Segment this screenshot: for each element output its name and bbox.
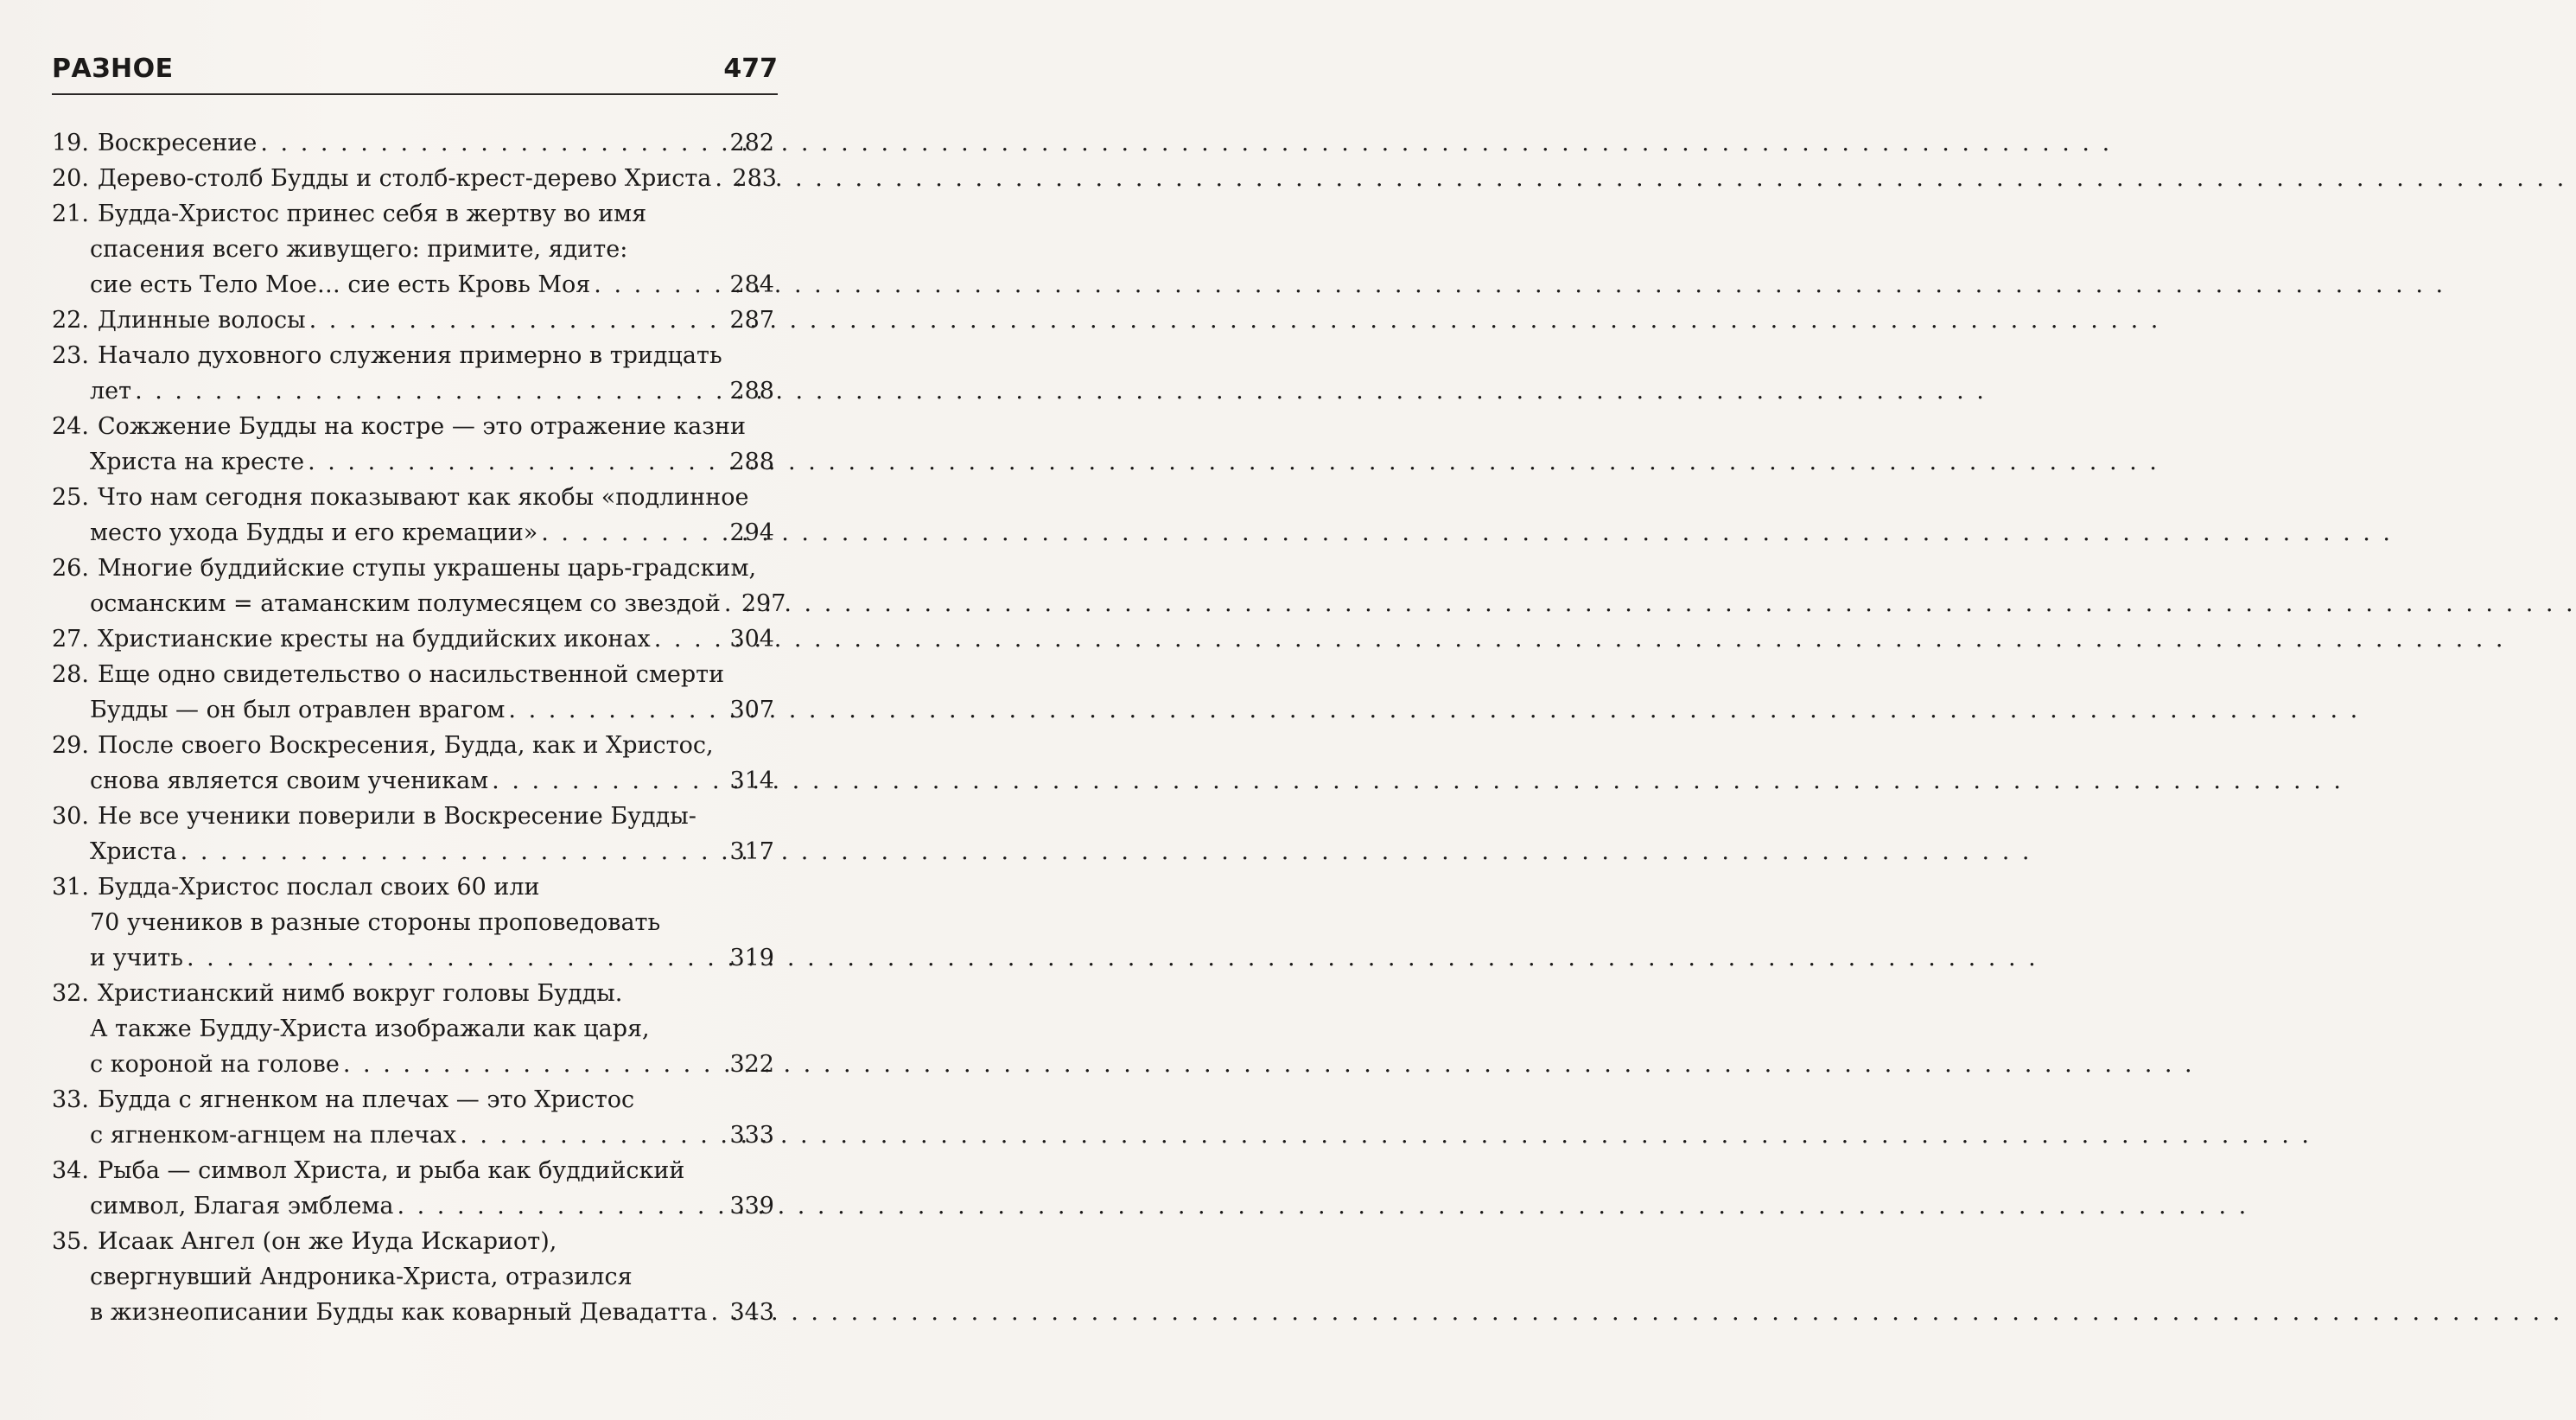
toc-entry-line bbox=[52, 125, 774, 161]
toc-entry-line bbox=[52, 976, 774, 1011]
toc-entry bbox=[52, 728, 774, 799]
page-number: 477 bbox=[723, 54, 778, 84]
toc-entry bbox=[52, 161, 777, 196]
toc-entry bbox=[52, 480, 774, 551]
dot-leader bbox=[508, 692, 724, 728]
toc-entry-title: символ, Благая эмблема bbox=[90, 1193, 394, 1219]
toc-entry-line bbox=[52, 728, 774, 763]
toc-entry-title: Будды — он был отравлен врагом bbox=[90, 697, 506, 723]
toc-entry-title: с ягненком-агнцем на плечах bbox=[90, 1122, 457, 1149]
toc-entry-line bbox=[52, 1224, 774, 1259]
dot-leader bbox=[187, 940, 725, 976]
toc-entry-title: Христа на кресте bbox=[90, 449, 305, 475]
toc-entry-line bbox=[52, 940, 774, 976]
toc-entry-title: 70 учеников в разные стороны проповедовать bbox=[90, 909, 661, 936]
toc-entry-title: Будда-Христос принес себя в жертву во имя bbox=[97, 201, 647, 227]
toc-entry-title: лет bbox=[90, 378, 132, 404]
toc-entry-line bbox=[52, 551, 774, 586]
toc-entry-page: 307 bbox=[729, 697, 774, 723]
toc-entry-title: Начало духовного служения примерно в тридцать bbox=[97, 342, 722, 369]
toc-entry bbox=[52, 196, 774, 302]
toc-entry-title: в жизнеописании Будды как коварный Девадатта bbox=[90, 1299, 708, 1326]
toc-entry-page: 304 bbox=[729, 626, 774, 653]
running-header bbox=[52, 50, 778, 95]
toc-entry-page: 287 bbox=[729, 307, 774, 334]
toc-entry-title: Христианские кресты на буддийских иконах bbox=[97, 626, 651, 653]
dot-leader bbox=[492, 763, 724, 799]
toc-entry-page: 284 bbox=[729, 271, 774, 298]
toc-entry-line bbox=[52, 196, 774, 232]
toc-entry-line bbox=[52, 373, 774, 409]
toc-entry-title: Исаак Ангел (он же Иуда Искариот), bbox=[97, 1228, 557, 1255]
toc-entry-line bbox=[52, 869, 774, 905]
toc-entry-number: 27. bbox=[52, 626, 89, 653]
toc-entry-line bbox=[52, 444, 774, 480]
toc-entry-title: снова является своим ученикам bbox=[90, 767, 489, 794]
toc-entry-line bbox=[52, 480, 774, 515]
toc-entry-number: 24. bbox=[52, 413, 89, 440]
section-title: РАЗНОЕ bbox=[52, 54, 174, 84]
toc-entry-line bbox=[52, 1118, 774, 1153]
toc-entry-number: 23. bbox=[52, 342, 89, 369]
toc-entry-title: Будда-Христос послал своих 60 или bbox=[97, 874, 540, 901]
toc-entry-title: сие есть Тело Мое… сие есть Кровь Моя bbox=[90, 271, 591, 298]
toc-entry bbox=[52, 1082, 774, 1153]
toc-entry-title: с короной на голове bbox=[90, 1051, 340, 1078]
toc-entry bbox=[52, 125, 774, 161]
toc-entry-title: Будда с ягненком на плечах — это Христос bbox=[97, 1086, 635, 1113]
toc-entry bbox=[52, 551, 786, 621]
toc-entry-title: и учить bbox=[90, 945, 183, 971]
table-of-contents bbox=[52, 125, 786, 1330]
toc-entry-page: 288 bbox=[729, 378, 774, 404]
toc-entry-title: свергнувший Андроника-Христа, отразился bbox=[90, 1264, 633, 1290]
toc-entry-line bbox=[52, 267, 774, 302]
toc-entry-number: 30. bbox=[52, 803, 89, 830]
toc-entry-line bbox=[52, 1153, 774, 1188]
toc-entry-number: 26. bbox=[52, 555, 89, 582]
toc-entry-line bbox=[52, 338, 774, 373]
toc-entry bbox=[52, 621, 774, 657]
toc-entry-line bbox=[52, 515, 774, 551]
toc-entry-page: 343 bbox=[729, 1299, 774, 1326]
dot-leader bbox=[135, 373, 724, 409]
toc-entry-title: османским = атаманским полумесяцем со звездой bbox=[90, 590, 721, 617]
toc-entry-page: 283 bbox=[732, 165, 777, 192]
toc-entry-line bbox=[52, 1259, 774, 1295]
toc-entry-title: Еще одно свидетельство о насильственной смерти bbox=[97, 661, 725, 688]
toc-entry-page: 314 bbox=[729, 767, 774, 794]
toc-entry-number: 33. bbox=[52, 1086, 89, 1113]
toc-entry-page: 317 bbox=[729, 838, 774, 865]
dot-leader bbox=[711, 1295, 725, 1330]
toc-entry bbox=[52, 976, 774, 1082]
toc-entry-page: 322 bbox=[729, 1051, 774, 1078]
toc-entry-number: 19. bbox=[52, 130, 89, 156]
toc-entry bbox=[52, 409, 774, 480]
toc-entry-page: 319 bbox=[729, 945, 774, 971]
toc-entry-title: После своего Воскресения, Будда, как и Христос, bbox=[97, 732, 714, 759]
toc-entry bbox=[52, 1153, 774, 1224]
toc-entry-line bbox=[52, 161, 777, 196]
toc-entry-line bbox=[52, 232, 774, 267]
toc-entry-line bbox=[52, 586, 786, 621]
dot-leader bbox=[654, 621, 725, 657]
toc-entry-line bbox=[52, 1295, 774, 1330]
dot-leader bbox=[260, 125, 724, 161]
toc-entry bbox=[52, 657, 774, 728]
toc-entry-number: 20. bbox=[52, 165, 89, 192]
toc-entry-line bbox=[52, 1047, 774, 1082]
toc-entry-title: Воскресение bbox=[97, 130, 258, 156]
toc-entry-line bbox=[52, 302, 774, 338]
toc-entry-line bbox=[52, 409, 774, 444]
toc-entry-page: 333 bbox=[729, 1122, 774, 1149]
toc-entry bbox=[52, 302, 774, 338]
toc-entry-number: 25. bbox=[52, 484, 89, 511]
toc-entry-title: Рыба — символ Христа, и рыба как буддийский bbox=[97, 1157, 685, 1184]
toc-entry-title: Многие буддийские ступы украшены царь-градским, bbox=[97, 555, 757, 582]
toc-entry-line bbox=[52, 1082, 774, 1118]
toc-entry-number: 34. bbox=[52, 1157, 89, 1184]
toc-entry-line bbox=[52, 834, 774, 869]
toc-entry-line bbox=[52, 657, 774, 692]
toc-entry-line bbox=[52, 1188, 774, 1224]
dot-leader bbox=[309, 302, 725, 338]
toc-entry-line bbox=[52, 621, 774, 657]
toc-entry-title: Дерево-столб Будды и столб-крест-дерево Христа bbox=[97, 165, 712, 192]
toc-entry-number: 22. bbox=[52, 307, 89, 334]
toc-entry-title: А также Будду-Христа изображали как царя, bbox=[90, 1016, 650, 1042]
toc-entry-title: спасения всего живущего: примите, ядите: bbox=[90, 236, 628, 263]
toc-entry-number: 28. bbox=[52, 661, 89, 688]
toc-entry bbox=[52, 799, 774, 869]
toc-entry-page: 339 bbox=[729, 1193, 774, 1219]
toc-entry-number: 21. bbox=[52, 201, 89, 227]
toc-entry-title: Сожжение Будды на костре — это отражение казни bbox=[97, 413, 746, 440]
toc-entry-title: Длинные волосы bbox=[97, 307, 306, 334]
toc-entry-title: место ухода Будды и его кремации» bbox=[90, 519, 538, 546]
toc-entry-title: Не все ученики поверили в Воскресение Будды- bbox=[97, 803, 696, 830]
dot-leader bbox=[308, 444, 724, 480]
toc-entry-page: 282 bbox=[729, 130, 774, 156]
toc-entry-number: 35. bbox=[52, 1228, 89, 1255]
toc-entry-number: 32. bbox=[52, 980, 89, 1007]
toc-entry bbox=[52, 869, 774, 976]
toc-entry-title: Христа bbox=[90, 838, 177, 865]
toc-entry-title: Что нам сегодня показывают как якобы «подлинное bbox=[97, 484, 749, 511]
toc-entry-line bbox=[52, 799, 774, 834]
book-page bbox=[0, 0, 864, 1420]
toc-entry-page: 297 bbox=[741, 590, 786, 617]
dot-leader bbox=[541, 515, 724, 551]
toc-entry-title: Христианский нимб вокруг головы Будды. bbox=[97, 980, 623, 1007]
toc-entry-line bbox=[52, 1011, 774, 1047]
dot-leader bbox=[343, 1047, 725, 1082]
toc-entry-number: 31. bbox=[52, 874, 89, 901]
toc-entry-number: 29. bbox=[52, 732, 89, 759]
toc-entry-line bbox=[52, 763, 774, 799]
toc-entry-line bbox=[52, 692, 774, 728]
dot-leader bbox=[181, 834, 725, 869]
dot-leader bbox=[397, 1188, 724, 1224]
dot-leader bbox=[715, 161, 727, 196]
toc-entry-page: 294 bbox=[729, 519, 774, 546]
toc-entry bbox=[52, 1224, 774, 1330]
toc-entry-page: 288 bbox=[729, 449, 774, 475]
toc-entry-line bbox=[52, 905, 774, 940]
dot-leader bbox=[460, 1118, 724, 1153]
toc-entry bbox=[52, 338, 774, 409]
dot-leader bbox=[594, 267, 724, 302]
dot-leader bbox=[724, 586, 736, 621]
